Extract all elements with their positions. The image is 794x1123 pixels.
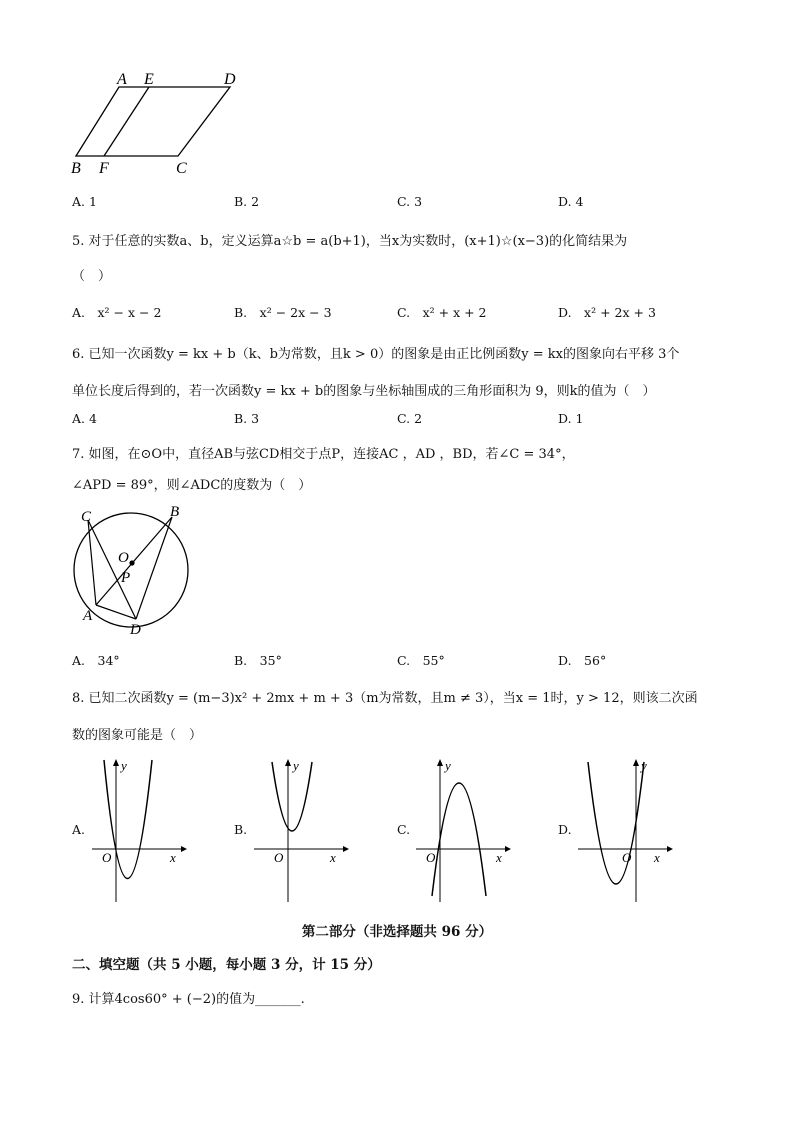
graph-c (412, 756, 512, 906)
q7-option-b: B. 35° (234, 653, 282, 668)
q7-option-c: C. 55° (397, 653, 445, 668)
origin-label: O (426, 850, 436, 865)
label-C: C (176, 160, 187, 177)
q4-option-a: A. 1 (72, 194, 97, 209)
axis-label-y: y (121, 758, 127, 773)
axis-label-y: y (293, 758, 299, 773)
axis-label-y: y (641, 758, 647, 773)
q7-stem-line1: 7. 如图，在⊙O中，直径AB与弦CD相交于点P，连接AC ，AD ，BD，若∠C = 34°， (72, 447, 575, 462)
q5-stem-line2: （ ） (72, 269, 112, 284)
q6-option-a: A. 4 (72, 411, 97, 426)
q6-option-b: B. 3 (234, 411, 260, 426)
q6-stem-line1: 6. 已知一次函数y = kx + b（k、b为常数，且k > 0）的图象是由正比例函数y = kx的图象向右平移 3个 (72, 347, 680, 362)
axis-label-x: x (496, 850, 502, 865)
q4-option-b: B. 2 (234, 194, 260, 209)
q4-option-c: C. 3 (397, 194, 423, 209)
q4-option-d: D. 4 (558, 194, 584, 209)
q8-stem-line2: 数的图象可能是（ ） (72, 728, 203, 743)
q7-option-a: A. 34° (72, 653, 120, 668)
label-A: A (83, 608, 93, 624)
label-B: B (170, 504, 180, 520)
label-P: P (121, 570, 131, 586)
q5-stem-line1: 5. 对于任意的实数a、b，定义运算a☆b = a(b+1)，当x为实数时，(x+1)☆(x−3)的化简结果为 (72, 234, 628, 249)
label-D: D (130, 622, 141, 638)
q6-option-c: C. 2 (397, 411, 423, 426)
label-O: O (118, 550, 129, 566)
circle-figure (66, 500, 201, 640)
q5-option-a: A. x² − x − 2 (72, 305, 162, 320)
part2-title: 第二部分（非选择题共 96 分） (301, 924, 493, 940)
q5-option-c: C. x² + x + 2 (397, 305, 487, 320)
q8-option-b-letter: B. (234, 822, 248, 837)
q9-stem: 9. 计算4cos60° + (−2)的值为_______. (72, 992, 305, 1007)
q8-option-c-letter: C. (397, 822, 411, 837)
origin-label: O (102, 850, 112, 865)
origin-label: O (622, 850, 632, 865)
axis-label-x: x (654, 850, 660, 865)
axis-label-y: y (445, 758, 451, 773)
q8-option-a-letter: A. (72, 822, 86, 837)
label-C: C (81, 509, 92, 525)
q8-option-d-letter: D. (558, 822, 572, 837)
parallelogram-figure (66, 66, 256, 181)
graph-b (250, 756, 350, 906)
label-B: B (71, 160, 81, 177)
q7-option-d: D. 56° (558, 653, 607, 668)
section2-title: 二、填空题（共 5 小题，每小题 3 分，计 15 分） (72, 957, 381, 973)
label-F: F (99, 160, 109, 177)
q8-stem-line1: 8. 已知二次函数y = (m−3)x² + 2mx + m + 3（m为常数，且m ≠ 3），当x = 1时，y > 12，则该二次函 (72, 691, 698, 706)
axis-label-x: x (170, 850, 176, 865)
graph-a (88, 756, 188, 906)
q6-option-d: D. 1 (558, 411, 584, 426)
label-A: A (117, 71, 127, 88)
q5-option-b: B. x² − 2x − 3 (234, 305, 332, 320)
q5-option-d: D. x² + 2x + 3 (558, 305, 656, 320)
graph-d (574, 756, 674, 906)
origin-label: O (274, 850, 284, 865)
q6-stem-line2: 单位长度后得到的，若一次函数y = kx + b的图象与坐标轴围成的三角形面积为 9，则k的值为（ ） (72, 384, 656, 399)
label-D: D (224, 71, 236, 88)
axis-label-x: x (330, 850, 336, 865)
label-E: E (144, 71, 154, 88)
q7-stem-line2: ∠APD = 89°，则∠ADC的度数为（ ） (72, 478, 312, 493)
